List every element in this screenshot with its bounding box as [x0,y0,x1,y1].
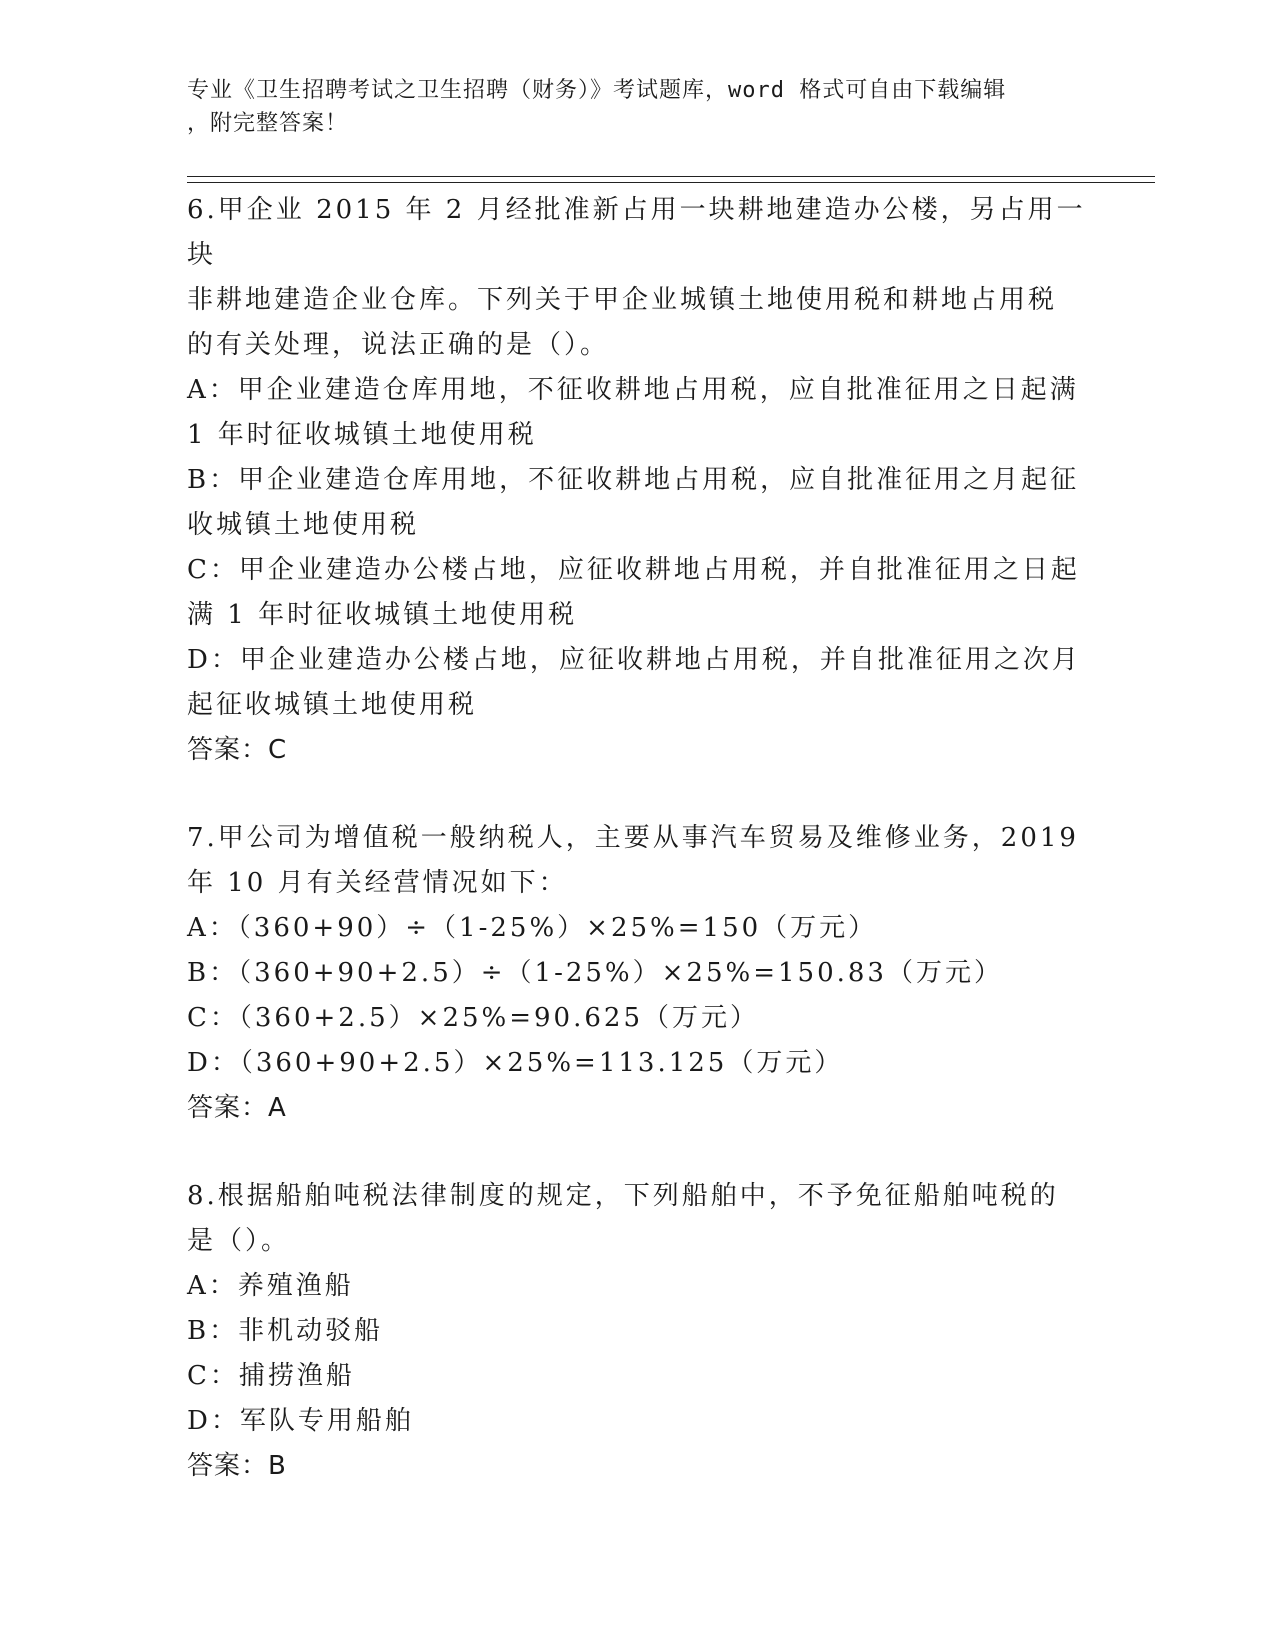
option-a-line: A：（360+90）÷（1-25%）×25%=150（万元） [187,913,878,943]
question-text-line: 8.根据船舶吨税法律制度的规定，下列船舶中，不予免征船舶吨税的 [187,1181,1059,1211]
option-c-line: C：捕捞渔船 [187,1361,355,1391]
header-divider [187,176,1155,183]
header-line-2: ，附完整答案！ [187,111,349,136]
option-b-line: B：非机动驳船 [187,1316,384,1346]
question-text-line: 6.甲企业 2015 年 2 月经批准新占用一块耕地建造办公楼，另占用一块 [187,195,1086,270]
option-b-line: B：甲企业建造仓库用地，不征收耕地占用税，应自批准征用之月起征 [187,465,1080,495]
question-text-line: 7.甲公司为增值税一般纳税人，主要从事汽车贸易及维修业务，2019 [187,823,1079,853]
option-a-line: 1 年时征收城镇土地使用税 [187,420,537,450]
answer-label: 答案：C [187,735,288,765]
option-b-line: 收城镇土地使用税 [187,510,420,540]
option-c-line: C：甲企业建造办公楼占地，应征收耕地占用税，并自批准征用之日起 [187,555,1080,585]
option-b-line: B：（360+90+2.5）÷（1-25%）×25%=150.83（万元） [187,958,1003,988]
option-a-line: A：养殖渔船 [187,1271,354,1301]
question-item [187,188,1087,773]
header-line-1: 专业《卫生招聘考试之卫生招聘（财务）》考试题库，word 格式可自由下载编辑 [187,78,1007,103]
question-text-line: 的有关处理，说法正确的是（）。 [187,330,610,360]
questions-list [187,188,1087,1532]
question-item [187,816,1087,1131]
document-header [187,74,1067,140]
option-d-line: D：军队专用船舶 [187,1406,414,1436]
option-c-line: 满 1 年时征收城镇土地使用税 [187,600,578,630]
question-text-line: 年 10 月有关经营情况如下： [187,868,568,898]
option-a-line: A：甲企业建造仓库用地，不征收耕地占用税，应自批准征用之日起满 [187,375,1079,405]
question-item [187,1174,1087,1489]
answer-label: 答案：B [187,1451,287,1481]
option-d-line: D：（360+90+2.5）×25%=113.125（万元） [187,1048,844,1078]
question-text-line: 非耕地建造企业仓库。下列关于甲企业城镇土地使用税和耕地占用税 [187,285,1058,315]
question-text-line: 是（）。 [187,1226,291,1256]
option-d-line: 起征收城镇土地使用税 [187,690,478,720]
option-d-line: D：甲企业建造办公楼占地，应征收耕地占用税，并自批准征用之次月 [187,645,1081,675]
option-c-line: C：（360+2.5）×25%=90.625（万元） [187,1003,759,1033]
answer-label: 答案：A [187,1093,287,1123]
